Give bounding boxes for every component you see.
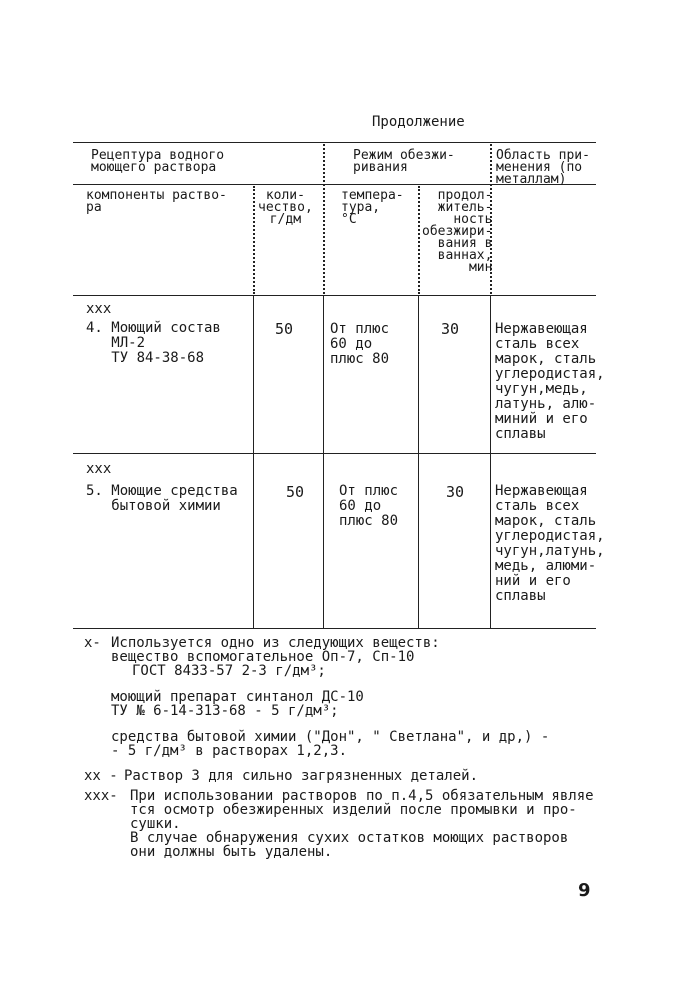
footnote-line: ГОСТ 8433-57 2-3 г/дм³;	[132, 663, 326, 679]
footnote-line: сушки.	[130, 816, 181, 832]
body-divider-area	[490, 296, 491, 628]
row-quantity: 50	[275, 320, 294, 338]
footnote-line: ТУ № 6-14-313-68 - 5 г/дм³;	[111, 703, 339, 719]
footnote-line: В случае обнаружения сухих остатков моющих растворов	[130, 830, 569, 846]
body-divider-temperature	[323, 296, 324, 628]
row-component: 4. Моющий состав МЛ-2 ТУ 84-38-68	[86, 320, 221, 366]
row-application: Нержавеющая сталь всех марок, сталь углеродистая, чугун,медь, латунь, алю- миний и его сплавы	[495, 321, 605, 442]
header-duration: продол- житель- ность обезжири- вания в ваннах, мин	[422, 188, 493, 275]
row-temperature: От плюс 60 до плюс 80	[339, 483, 399, 529]
header-recipe-group: Рецептура водного моющего раствора	[91, 148, 225, 175]
header-components: компоненты раство- ра	[86, 188, 227, 215]
body-divider-duration	[418, 296, 419, 628]
footnote-line: средства бытовой химии ("Дон", " Светлана", и др,) -	[111, 729, 550, 745]
footnote-line: Раствор 3 для сильно загрязненных деталей.	[124, 768, 479, 784]
footnote-line: Используется одно из следующих веществ:	[111, 635, 440, 651]
row-separator-rule	[73, 453, 596, 454]
row-marker: xxx	[86, 461, 112, 477]
header-quantity: коли- чество, г/дм	[258, 188, 313, 227]
row-component: 5. Моющие средства бытовой химии	[86, 483, 238, 514]
continuation-title: Продолжение	[372, 114, 465, 130]
row-temperature: От плюс 60 до плюс 80	[330, 321, 390, 367]
footnote-line: тся осмотр обезжиренных изделий после промывки и про-	[130, 802, 577, 818]
footnote-line: вещество вспомогательное Оп-7, Сп-10	[111, 649, 415, 665]
header-bottom-rule	[73, 295, 596, 296]
table-top-rule	[73, 142, 596, 143]
header-mode-group: Режим обезжи- ривания	[353, 148, 455, 175]
row-duration: 30	[441, 320, 460, 338]
footnote-marker: x-	[84, 635, 101, 651]
header-divider-duration	[418, 186, 420, 294]
footnote-line: они должны быть удалены.	[130, 844, 333, 860]
footnote-marker: хх -	[84, 768, 118, 784]
row-application: Нержавеющая сталь всех марок, сталь углеродистая, чугун,латунь, медь, алюми- ний и его сплавы	[495, 483, 605, 604]
footnote-line: - 5 г/дм³ в растворах 1,2,3.	[111, 743, 348, 759]
footnote-line: При использовании растворов по п.4,5 обязательным являе	[130, 788, 594, 804]
row-quantity: 50	[286, 483, 305, 501]
header-divider-mode	[323, 144, 325, 294]
page-number: 9	[578, 880, 591, 901]
body-divider-quantity	[253, 296, 254, 628]
table-bottom-rule	[73, 628, 596, 629]
header-temperature: темпера- тура, °С	[341, 188, 404, 227]
footnote-marker: ххх-	[84, 788, 118, 804]
row-marker: xxx	[86, 301, 112, 317]
row-duration: 30	[446, 483, 465, 501]
header-area-group: Область при- менения (по металлам)	[496, 148, 590, 187]
footnote-line: моющий препарат синтанол ДС-10	[111, 689, 364, 705]
header-divider-quantity	[253, 186, 255, 294]
